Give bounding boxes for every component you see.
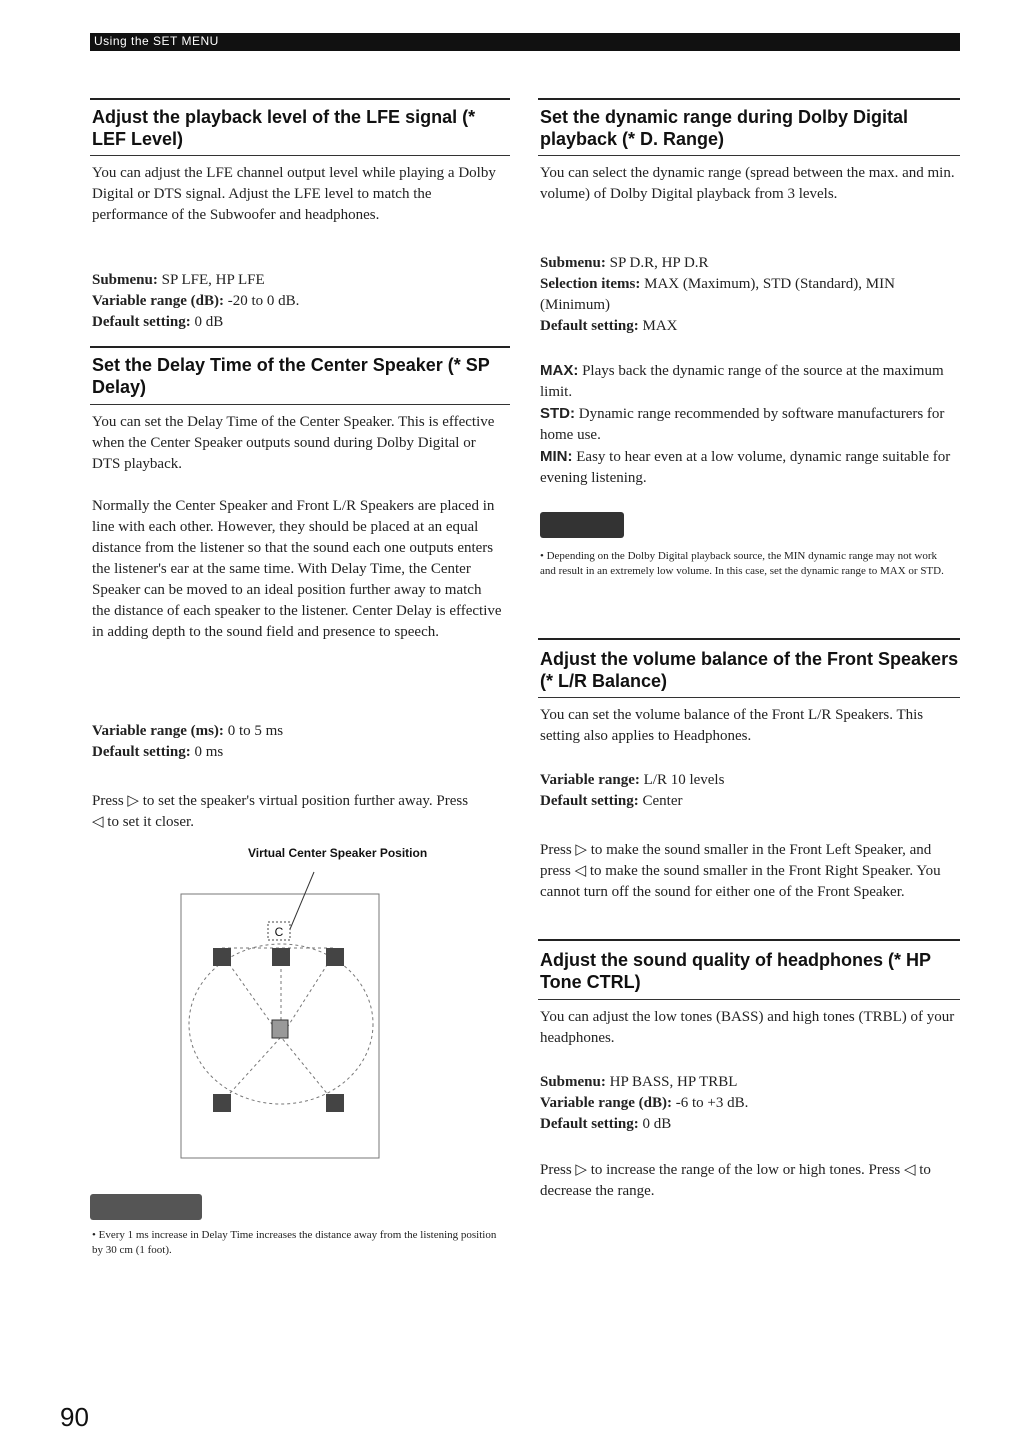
section-rule — [90, 404, 510, 405]
spec-default — [540, 1114, 955, 1135]
section-rule — [538, 98, 960, 100]
spec-range — [92, 291, 502, 312]
def-max — [540, 360, 955, 403]
def-text: Dynamic range recommended by software manufacturers for home use. — [540, 406, 945, 443]
balance-body: You can set the volume balance of the Front L/R Speakers. This setting also applies to Headphones. — [540, 707, 924, 744]
delay-description: You can set the Delay Time of the Center Speaker. This is effective when the Center Speaker outputs sound during Dolby Digital or DTS playback. — [92, 414, 495, 472]
section-rule — [90, 98, 510, 100]
balance-specs — [540, 770, 955, 812]
def-keyword: MIN: — [540, 448, 573, 465]
note-text: Depending on the Dolby Digital playback source, the MIN dynamic range may not work and result in an extremely low volume. In this case, set the dynamic range to MAX or STD. — [540, 550, 944, 577]
bullet: • — [92, 1229, 99, 1241]
section-rule — [538, 939, 960, 941]
page-number: 90 — [60, 1402, 89, 1432]
note-text: Every 1 ms increase in Delay Time increases the distance away from the listening position by 30 cm (1 foot). — [92, 1229, 497, 1256]
listener-icon — [272, 1020, 288, 1038]
spec-label: Variable range (dB): — [92, 293, 224, 309]
def-text: Plays back the dynamic range of the source at the maximum limit. — [540, 363, 944, 400]
def-keyword: MAX: — [540, 362, 579, 379]
spec-value: MAX (Maximum), STD (Standard), MIN (Minimum) — [540, 276, 895, 313]
spec-value: -20 to 0 dB. — [227, 293, 300, 309]
spec-items — [540, 274, 955, 316]
spec-value: -6 to +3 dB. — [675, 1095, 749, 1111]
def-std — [540, 403, 955, 446]
section-rule — [538, 638, 960, 640]
spec-default — [92, 742, 502, 763]
spec-value: L/R 10 levels — [643, 772, 725, 788]
section-rule — [90, 346, 510, 348]
rear-left-speaker — [213, 1094, 231, 1112]
spec-label: Variable range (dB): — [540, 1095, 672, 1111]
spec-submenu — [540, 1072, 955, 1093]
spec-range — [540, 770, 955, 791]
spec-submenu — [540, 253, 955, 274]
delay-title: Set the Delay Time of the Center Speaker (* SP Delay) — [92, 355, 490, 397]
spec-label: Submenu: — [92, 272, 158, 288]
spec-value: HP BASS, HP TRBL — [609, 1074, 738, 1090]
rear-right-speaker — [326, 1094, 344, 1112]
drange-note — [540, 549, 955, 579]
spec-label: Submenu: — [540, 255, 606, 271]
bullet: • — [540, 550, 547, 562]
spec-value: MAX — [642, 318, 678, 334]
spec-value: SP D.R, HP D.R — [609, 255, 709, 271]
caption-pointer-line — [288, 872, 314, 934]
spec-range — [540, 1093, 955, 1114]
lfe-title: Adjust the playback level of the LFE signal (* LEF Level) — [92, 107, 476, 149]
spec-value: 0 to 5 ms — [227, 723, 284, 739]
spec-default — [92, 312, 502, 333]
diagram-caption: Virtual Center Speaker Position — [248, 846, 428, 860]
center-label: C — [274, 925, 284, 939]
section-rule — [538, 999, 960, 1000]
spec-label: Variable range: — [540, 772, 640, 788]
delay-press-text: Press ▷ to set the speaker's virtual position further away. Press ◁ to set it closer. — [92, 793, 469, 830]
front-right-speaker — [326, 948, 344, 966]
spec-value: SP LFE, HP LFE — [161, 272, 265, 288]
lfe-specs — [92, 270, 502, 333]
drange-specs — [540, 253, 955, 337]
delay-explanation: Normally the Center Speaker and Front L/R Speakers are placed in line with each other. However, they should be placed at an equal distance from the listener so that the sound each one outputs enters the listener's ear at the same time. With Delay Time, the Center Speaker can be moved to an ideal position further away to match the distance of each speaker to the listener. Center Delay is effective in adding depth to the sound field and presence to speech. — [92, 498, 502, 640]
hptone-title: Adjust the sound quality of headphones (* HP Tone CTRL) — [540, 950, 931, 992]
spec-label: Submenu: — [540, 1074, 606, 1090]
section-rule — [538, 697, 960, 698]
delay-body — [92, 412, 502, 643]
drange-definitions — [540, 360, 955, 489]
spec-value: Center — [642, 793, 683, 809]
note-icon — [90, 1194, 202, 1220]
spec-label: Selection items: — [540, 276, 641, 292]
hptone-specs — [540, 1072, 955, 1135]
balance-press-text: Press ▷ to make the sound smaller in the Front Left Speaker, and press ◁ to make the sound smaller in the Front Right Speaker. You cannot turn off the sound for either one of the Front Speaker. — [540, 842, 941, 900]
spec-value: 0 ms — [194, 744, 224, 760]
delay-specs — [92, 721, 502, 763]
spec-label: Default setting: — [540, 1116, 639, 1132]
drange-body: You can select the dynamic range (spread between the max. and min. volume) of Dolby Digital playback from 3 levels. — [540, 165, 955, 202]
center-speaker — [272, 948, 290, 966]
spec-label: Default setting: — [540, 318, 639, 334]
path-line — [222, 1037, 281, 1102]
delay-note — [92, 1228, 502, 1258]
spec-label: Default setting: — [92, 314, 191, 330]
spec-range — [92, 721, 502, 742]
front-left-speaker — [213, 948, 231, 966]
section-rule — [90, 155, 510, 156]
section-rule — [538, 155, 960, 156]
spec-label: Default setting: — [92, 744, 191, 760]
speaker-position-diagram — [176, 862, 386, 1162]
note-icon — [540, 512, 624, 538]
lfe-description: You can adjust the LFE channel output level while playing a Dolby Digital or DTS signal. Adjust the LFE level to match the performance of the Subwoofer and headphones. — [92, 165, 496, 223]
drange-title: Set the dynamic range during Dolby Digital playback (* D. Range) — [540, 107, 909, 149]
hptone-body: You can adjust the low tones (BASS) and high tones (TRBL) of your headphones. — [540, 1009, 955, 1046]
spec-value: 0 dB — [194, 314, 224, 330]
spec-default — [540, 791, 955, 812]
spec-submenu — [92, 270, 502, 291]
balance-title: Adjust the volume balance of the Front Speakers (* L/R Balance) — [540, 649, 959, 691]
def-text: Easy to hear even at a low volume, dynamic range suitable for evening listening. — [540, 449, 951, 486]
path-line — [281, 954, 334, 1037]
section-label: Using the SET MENU — [94, 34, 219, 48]
def-keyword: STD: — [540, 405, 575, 422]
spec-label: Variable range (ms): — [92, 723, 224, 739]
section-header-bar — [90, 33, 960, 51]
spec-value: 0 dB — [642, 1116, 672, 1132]
def-min — [540, 446, 955, 489]
path-line — [281, 1037, 334, 1102]
spec-default — [540, 316, 955, 337]
hptone-press-text: Press ▷ to increase the range of the low or high tones. Press ◁ to decrease the range. — [540, 1162, 931, 1199]
lfe-body — [92, 163, 502, 226]
spec-label: Default setting: — [540, 793, 639, 809]
